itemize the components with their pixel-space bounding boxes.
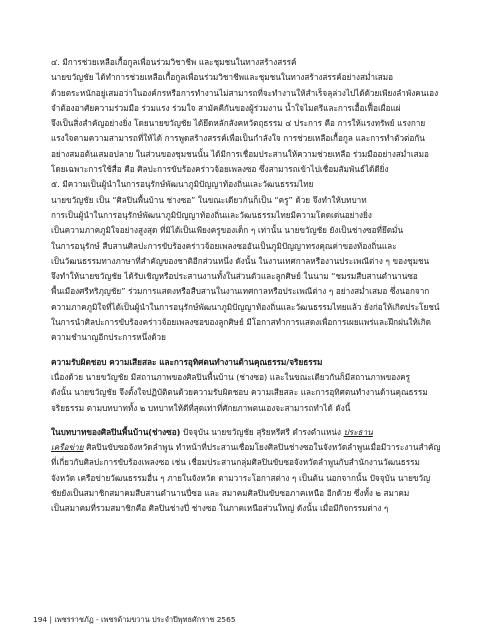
- paragraph-line: ที่เกี่ยวกับศิลปะการขับร้องเพลงซอ เช่น เชื่อมประสานกลุ่มศิลปินขับซอจังหวัดลำพูนกับสำนักงานวัฒนธรรม: [51, 457, 420, 468]
- item-5-heading: ๕. มีความเป็นผู้นำในการอนุรักษ์พัฒนาภูมิปัญญาท้องถิ่นและวัฒนธรรมไทย: [51, 179, 314, 190]
- paragraph-line: จริยธรรม ตามบทบาททั้ง ๒ บทบาทให้ดีที่สุดเท่าที่ศักยภาพตนเองจะสามารถทำได้ ดังนี้: [51, 402, 351, 413]
- publication-title: เพชรราชภัฏ - เพชรด้ามขวาน ประจำปีพุทธศักราช 2565: [54, 615, 236, 624]
- body-text: [51, 55, 456, 517]
- section-gap: [51, 346, 456, 355]
- paragraph-line: เป็นสมาคมที่รวมสมาชิกคือ ศิลปินช่างปี่ ช่างซอ ในภาคเหนือส่วนใหญ่ ดังนั้น เมื่อมีกิจกรรมต่าง ๆ: [51, 503, 389, 514]
- subsection-heading: ในบทบาทของศิลปินพื้นบ้าน(ช่างซอ): [51, 426, 181, 437]
- paragraph-line: ความภาคภูมิใจที่ได้เป็นผู้นำในการอนุรักษ์พัฒนาภูมิปัญญาท้องถิ่นและวัฒนธรรมไทยแล้ว ยังก่อให้เกิดประโยชน์: [51, 301, 440, 312]
- paragraph-line: เนื่องด้วย นายขวัญชัย มีสถานภาพของศิลปินพื้นบ้าน (ช่างซอ) และในขณะเดียวกันก็มีสถานภาพของครู: [51, 371, 411, 382]
- inline-text: ปัจจุบัน นายขวัญชัย สุริยหรีศรี ดำรงตำแหน่ง: [180, 426, 344, 437]
- paragraph-line: จังหวัด เครือข่ายวัฒนธรรมอื่น ๆ ภายในจังหวัด ตามวาระโอกาสต่าง ๆ เป็นต้น นอกจากนั้น ปัจจุบัน นายขวัญ: [51, 472, 431, 483]
- paragraph-line: การเป็นผู้นำในการอนุรักษ์พัฒนาภูมิปัญญาท้องถิ่นและวัฒนธรรมไทยมีความโดดเด่นอย่างยิ่ง: [51, 209, 372, 220]
- footer-separator: |: [49, 615, 52, 624]
- section-gap: [51, 416, 456, 425]
- paragraph-line: จำต้องอาศัยความร่วมมือ ร่วมแรง ร่วมใจ สามัคคีกันของผู้ร่วมงาน น้ำใจไมตรีและการเอื้อเฟื้อเผื่อแผ่: [51, 102, 401, 113]
- paragraph-line: นายขวัญชัย เป็น “ศิลปินพื้นบ้าน ช่างซอ” ในขณะเดียวกันก็เป็น “ครู” ด้วย จึงทำให้บทบาท: [51, 194, 367, 205]
- section-heading: ความรับผิดชอบ ความเสียสละ และการอุทิศตนทำงานด้านคุณธรรม/จริยธรรม: [51, 356, 323, 367]
- paragraph-line: โดยเฉพาะการใช้สื่อ คือ ศิลปะการขับร้องคร่าวจ้อยเพลงซอ ซึ่งสามารถเข้าไปเชื่อมสัมพันธ์ได้ดียิ่ง: [51, 164, 389, 175]
- paragraph-line: อย่างสมอต้นเสมอปลาย ในส่วนของชุมชนนั้น ได้มีการเชื่อมประสานให้ความช่วยเหลือ ร่วมมืออย่างสม่ำเสมอ: [51, 148, 429, 159]
- paragraph-line: แรงใจตามความสามารถที่ให้ได้ การพูดสร้างสรรค์เพื่อเป็นกำลังใจ การช่วยเหลือเกื้อกูล และการทำตัวต่อกัน: [51, 133, 425, 144]
- inline-text: ศิลปินขับซอจังหวัดลำพูน ทำหน้าที่ประสานเชื่อมโยงศิลปินช่างซอในจังหวัดลำพูนเมื่อมีวาระงานสำคัญ: [83, 442, 441, 453]
- paragraph-line: ชัยยังเป็นสมาชิกสมาคมสืบสานตำนานปี่ซอ และ สมาคมศิลปินขับซอภาคเหนือ อีกด้วย ซึ่งทั้ง ๒ สมาคม: [51, 488, 410, 499]
- paragraph-line: จึงเป็นสิ่งสำคัญอย่างยิ่ง โดยนายขวัญชัย ได้ยึดหลักสังคหวัตถุธรรม ๔ ประการ คือ การให้แรงทรัพย์ แรงกาย: [51, 118, 426, 129]
- page-footer: [33, 614, 236, 626]
- paragraph-line: ในการอนุรักษ์ สืบสานศิลปะการขับร้องคร่าวจ้อยเพลงซออันเป็นภูมิปัญญาทรงคุณค่าของท้องถิ่นและ: [51, 240, 397, 251]
- paragraph-line: ดังนั้น นายขวัญชัย จึงตั้งใจปฏิบัติตนด้วยความรับผิดชอบ ความเสียสละ และการอุทิศตนทำงานด้านคุณธรรม: [51, 387, 428, 398]
- paragraph-line: ในการนำศิลปะการขับร้องคร่าวจ้อยเพลงซอของลูกศิษย์ มีโอกาสทำการแสดงเพื่อการเผยแพร่และฝึกฝนให้เกิด: [51, 317, 431, 328]
- paragraph-line: นายขวัญชัย ได้ทำการช่วยเหลือเกื้อกูลเพื่อนร่วมวิชาชีพและชุมชนในทางสร้างสรรค์อย่างสม่ำเสมอ: [51, 72, 394, 83]
- paragraph-line: [51, 425, 456, 440]
- item-4-heading: ๔. มีการช่วยเหลือเกื้อกูลเพื่อนร่วมวิชาชีพ และชุมชนในทางสร้างสรรค์: [51, 57, 297, 67]
- underlined-title: ประธาน: [343, 426, 373, 437]
- paragraph-line: ด้วยตระหนักอยู่เสมอว่าในองค์กรหรือการทำงานไม่สามารถที่จะทำงานให้สำเร็จลุล่วงไปได้ด้วยเพียงลำพังคนเอง: [51, 87, 439, 98]
- paragraph-line: จึงทำให้นายขวัญชัย ได้รับเชิญหรือประสานงานทั้งในส่วนตัวและลูกศิษย์ ในนาม “ชมรมสืบสานตำนานซอ: [51, 271, 418, 282]
- paragraph-line: พื้นเมืองศรีหริภุญชัย” ร่วมการแสดงหรือสืบสานในงานเทศกาลหรือประเพณีต่าง ๆ อย่างสม่ำเสมอ ซึ่งนอกจาก: [51, 286, 430, 297]
- paragraph-line: เป็นความภาคภูมิใจอย่างสูงสุด ที่มิได้เป็นเพียงครูของเด็ก ๆ เท่านั้น นายขวัญชัย ยังเป็นช่างซอที่ยึดมั่น: [51, 225, 404, 236]
- paragraph-line: ความชำนาญอีกประการหนึ่งด้วย: [51, 332, 166, 343]
- paragraph-line: [51, 440, 456, 455]
- underlined-title: เครือข่าย: [51, 442, 84, 453]
- paragraph-line: เป็นวัฒนธรรมทางภาษาที่สำคัญของชาติอีกส่วนหนึ่ง ดังนั้น ในงานเทศกาลหรืองานประเพณีต่าง ๆ ของชุมชน: [51, 255, 430, 266]
- page-number: 194: [33, 615, 48, 624]
